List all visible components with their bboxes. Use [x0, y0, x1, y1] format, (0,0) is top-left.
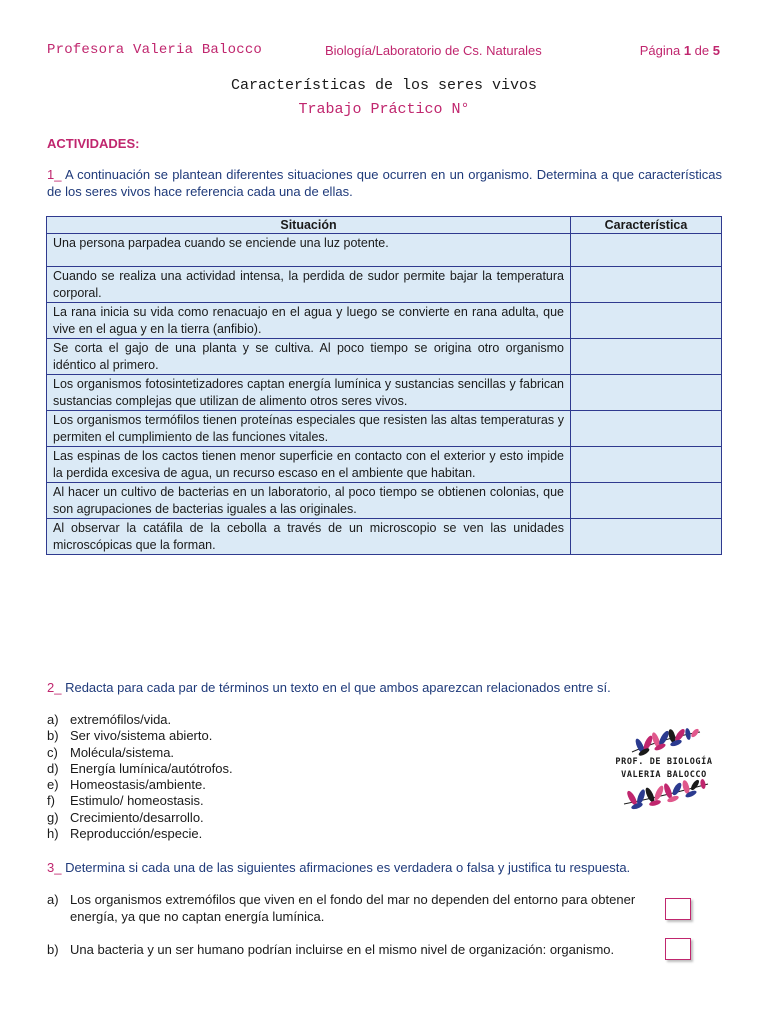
situation-cell: Una persona parpadea cuando se enciende una luz potente. [47, 234, 571, 267]
list-item-letter: a) [47, 712, 59, 727]
subject-name: Biología/Laboratorio de Cs. Naturales [325, 43, 542, 58]
list-item [47, 793, 233, 809]
list-item [47, 761, 233, 777]
list-item [47, 712, 233, 728]
list-item-text: Crecimiento/desarrollo. [70, 809, 204, 825]
situation-cell: La rana inicia su vida como renacuajo en el agua y luego se convierte en rana adulta, que vive en el agua y en la tierra (anfibio). [47, 303, 571, 339]
situation-cell: Se corta el gajo de una planta y se cultiva. Al poco tiempo se origina otro organismo idéntico al primero. [47, 339, 571, 375]
page-header [0, 42, 768, 62]
list-item-letter: c) [47, 744, 58, 760]
page-of: de [694, 43, 710, 58]
document-title: Características de los seres vivos [230, 77, 538, 94]
question-2-number: 2_ [47, 680, 62, 695]
statement-letter: b) [47, 942, 59, 957]
list-item [47, 826, 233, 842]
question-1-number: 1_ [47, 167, 62, 182]
table-row [47, 483, 722, 519]
question-2-text: Redacta para cada par de términos un texto en el que ambos aparezcan relacionados entre sí. [61, 680, 611, 695]
list-item-text: Homeostasis/ambiente. [70, 777, 206, 793]
list-item-text: Ser vivo/sistema abierto. [70, 728, 213, 744]
page-number [640, 43, 720, 58]
table-row [47, 303, 722, 339]
table-header-situacion: Situación [47, 217, 571, 234]
answer-checkbox-a[interactable] [665, 898, 691, 920]
characteristic-cell[interactable] [571, 234, 722, 267]
table-row [47, 339, 722, 375]
stamp-text [604, 756, 724, 781]
list-item-text: Reproducción/especie. [70, 826, 203, 842]
situation-cell: Los organismos termófilos tienen proteínas especiales que resisten las altas temperaturas y permiten el cumplimiento de las funciones vitales. [47, 411, 571, 447]
question-2 [47, 679, 722, 696]
page-total: 5 [712, 43, 720, 58]
characteristic-cell[interactable] [571, 483, 722, 519]
list-item-text: extremófilos/vida. [70, 712, 172, 727]
list-item-letter: e) [47, 777, 59, 793]
list-item [47, 728, 233, 744]
question-1-text: A continuación se plantean diferentes situaciones que ocurren en un organismo. Determina a que características de los seres vivos hace referencia cada una de ellas. [47, 167, 722, 199]
author-name: Profesora Valeria Balocco [47, 42, 263, 58]
table-row [47, 447, 722, 483]
characteristic-cell[interactable] [571, 447, 722, 483]
list-item-letter: d) [47, 760, 59, 776]
list-item [47, 745, 233, 761]
situation-cell: Los organismos fotosintetizadores captan energía lumínica y sustancias sencillas y fabrican sustancias complejas que utilizan de alimento otros seres vivos. [47, 375, 571, 411]
question-3-text: Determina si cada una de las siguientes afirmaciones es verdadera o falsa y justifica tu respuesta. [61, 860, 631, 875]
table-header-caracteristica: Característica [571, 217, 722, 234]
characteristic-cell[interactable] [571, 339, 722, 375]
list-item [47, 777, 233, 793]
table-row [47, 234, 722, 267]
list-item-text: Molécula/sistema. [70, 744, 175, 760]
situation-cell: Cuando se realiza una actividad intensa, la perdida de sudor permite bajar la temperatura corporal. [47, 267, 571, 303]
question-3 [47, 859, 722, 876]
table-row [47, 267, 722, 303]
question-3-number: 3_ [47, 860, 62, 875]
table-row [47, 519, 722, 555]
answer-checkbox-b[interactable] [665, 938, 691, 960]
stamp-line-2: VALERIA BALOCCO [621, 769, 707, 780]
list-item-letter: f) [47, 793, 55, 809]
teacher-stamp [604, 726, 724, 812]
situation-cell: Al observar la catáfila de la cebolla a través de un microscopio se ven las unidades microscópicas que la forman. [47, 519, 571, 555]
list-item-text: Estimulo/ homeostasis. [70, 793, 204, 809]
statement-letter: a) [47, 892, 59, 907]
characteristic-cell[interactable] [571, 519, 722, 555]
table-row [47, 411, 722, 447]
question-1 [47, 166, 722, 200]
activities-heading: ACTIVIDADES: [47, 136, 140, 151]
situation-cell: Al hacer un cultivo de bacterias en un laboratorio, al poco tiempo se obtienen colonias, que son agrupaciones de bacterias iguales a las originales. [47, 483, 571, 519]
statement-text: Los organismos extremófilos que viven en el fondo del mar no dependen del entorno para obtener energía, ya que no captan energía lumínica. [70, 892, 636, 924]
document-subtitle: Trabajo Práctico N° [298, 101, 470, 118]
characteristic-cell[interactable] [571, 303, 722, 339]
page-prefix: Página [639, 43, 681, 58]
list-item-text: Energía lumínica/autótrofos. [70, 760, 233, 776]
characteristic-cell[interactable] [571, 267, 722, 303]
list-item-letter: b) [47, 728, 59, 744]
table-row [47, 375, 722, 411]
characteristic-cell[interactable] [571, 411, 722, 447]
list-item-letter: g) [47, 809, 59, 825]
list-item-letter: h) [47, 826, 59, 842]
statement-text: Una bacteria y un ser humano podrían incluirse en el mismo nivel de organización: organismo. [70, 942, 615, 957]
situations-table [46, 216, 722, 555]
list-item [47, 810, 233, 826]
characteristic-cell[interactable] [571, 375, 722, 411]
terms-list [47, 712, 233, 842]
page-current: 1 [683, 43, 692, 58]
stamp-line-1: PROF. DE BIOLOGÍA [615, 757, 713, 767]
situation-cell: Las espinas de los cactos tienen menor superficie en contacto con el exterior y esto impide la perdida excesiva de agua, un recurso escaso en el ambiente que habitan. [47, 447, 571, 483]
